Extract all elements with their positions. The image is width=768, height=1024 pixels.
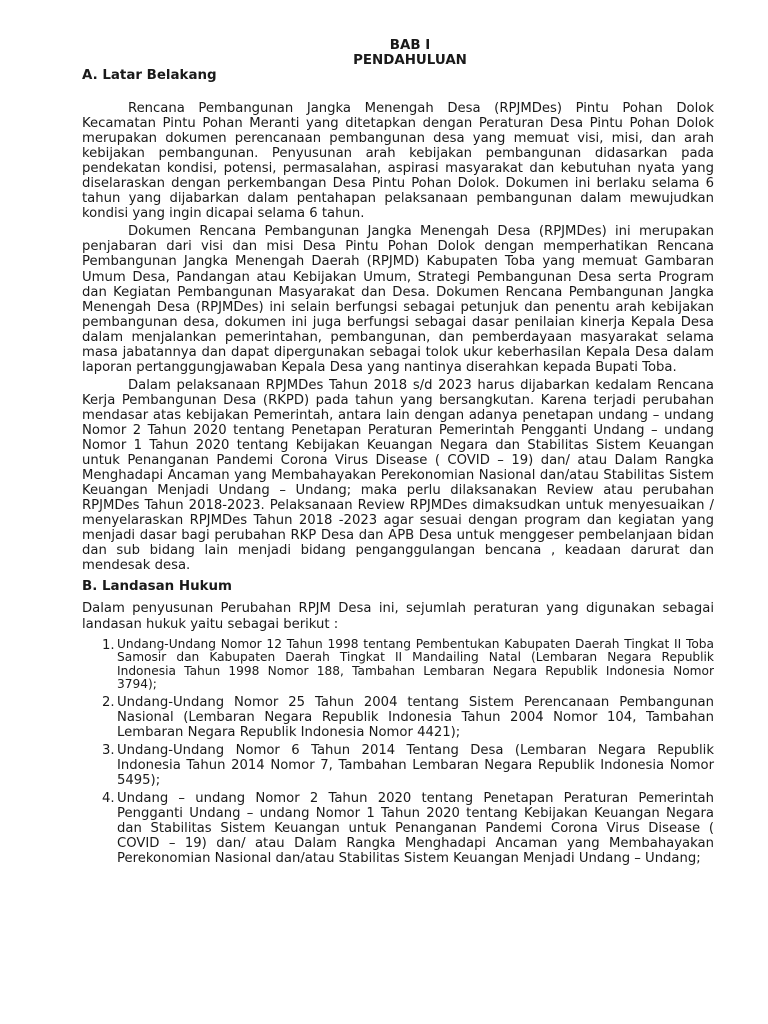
section-b-intro: Dalam penyusunan Perubahan RPJM Desa ini, sejumlah peraturan yang digunakan sebagai landasan hukuk yaitu sebagai berikut : [82,601,714,632]
section-a-paragraph: Dalam pelaksanaan RPJMDes Tahun 2018 s/d 2023 harus dijabarkan kedalam Rencana Kerja Pembangunan Desa (RKPD) pada tahun yang bersangkutan. Karena terjadi perubahan mendasar atas kebijakan Pemerintah, antara lain dengan adanya penetapan undang – undang Nomor 2 Tahun 2020 tentang Penetapan Peraturan Pemerintah Pengganti Undang – undang Nomor 1 Tahun 2020 tentang Kebijakan Keuangan Negara dan Stabilitas Sistem Keuangan untuk Penanganan Pandemi Corona Virus Disease ( COVID – 19) dan/ atau Dalam Rangka Menghadapi Ancaman yang Membahayakan Perekonomian Nasional dan/atau Stabilitas Sistem Keuangan Menjadi Undang – Undang; maka perlu dilaksanakan Review atau perubahan RPJMDes Tahun 2018-2023. Pelaksanaan Review RPJMDes dimaksudkan untuk menyesuaikan / menyelaraskan RPJMDes Tahun 2018 -2023 agar sesuai dengan program dan kegiatan yang menjadi dasar bagi perubahan RKP Desa dan APB Desa untuk menggeser pembelanjaan bidan dan sub bidang lain menjadi bidang penganggulangan bencana , keadaan darurat dan mendesak desa. [82,377,714,574]
list-item-text: Undang-Undang Nomor 6 Tahun 2014 Tentang Desa (Lembaran Negara Republik Indonesia Tahun 2014 Nomor 7, Tambahan Lembaran Negara Republik Indonesia Nomor 5495); [117,742,714,788]
chapter-label: BAB I [389,38,431,53]
list-item [82,638,714,692]
section-b-heading: B. Landasan Hukum [82,579,233,595]
list-item-text: Undang-Undang Nomor 25 Tahun 2004 tentang Sistem Perencanaan Pembangunan Nasional (Lembaran Negara Republik Indonesia Tahun 2004 Nomor 104, Tambahan Lembaran Negara Republik Indonesia Nomor 4421); [117,694,714,740]
list-item-number: 1. [102,637,115,653]
list-item-number: 4. [102,790,115,806]
list-item [82,791,714,866]
list-item-text: Undang-Undang Nomor 12 Tahun 1998 tentang Pembentukan Kabupaten Daerah Tingkat II Toba Samosir dan Kabupaten Daerah Tingkat II Mandailing Natal (Lembaran Negara Republik Indonesia Tahun 1998 Nomor 188, Tambahan Lembaran Negara Republik Indonesia Nomor 3794); [117,636,714,692]
section-a-heading: A. Latar Belakang [82,68,217,83]
section-a-paragraph: Rencana Pembangunan Jangka Menengah Desa (RPJMDes) Pintu Pohan Dolok Kecamatan Pintu Pohan Meranti yang ditetapkan dengan Peraturan Desa Pintu Pohan Dolok merupakan dokumen perencanaan pembangunan desa yang memuat visi, misi, dan arah kebijakan pembangunan. Penyusunan arah kebijakan pembangunan didasarkan pada pendekatan kondisi, potensi, permasalahan, aspirasi masyarakat dan kebutuhan nyata yang diselaraskan dengan perkembangan Desa Pintu Pohan Dolok. Dokumen ini berlaku selama 6 tahun yang dijabarkan dalam pentahapan pelaksanaan pembangunan dalam mewujudkan kondisi yang ingin dicapai selama 6 tahun. [82,101,714,222]
list-item [82,743,714,788]
section-a-paragraph: Dokumen Rencana Pembangunan Jangka Menengah Desa (RPJMDes) ini merupakan penjabaran dari visi dan misi Desa Pintu Pohan Dolok dengan memperhatikan Rencana Pembangunan Jangka Menengah Daerah (RPJMD) Kabupaten Toba yang memuat Gambaran Umum Desa, Pandangan atau Kebijakan Umum, Strategi Pembangunan Desa serta Program dan Kegiatan Pembangunan Masyarakat dan Desa. Dokumen Rencana Pembangunan Jangka Menengah Desa (RPJMDes) ini selain berfungsi sebagai petunjuk dan penentu arah kebijakan pembangunan desa, dokumen ini juga berfungsi sebagai dasar penilaian kinerja Kepala Desa dalam menjalankan pemerintahan, pembangunan, dan pemberdayaan masyarakat selama masa jabatannya dan dapat dipergunakan sebagai tolok ukur keberhasilan Kepala Desa dalam laporan pertanggungjawaban Kepala Desa yang nantinya diserahkan kepada Bupati Toba. [82,224,714,375]
list-item-text: Undang – undang Nomor 2 Tahun 2020 tentang Penetapan Peraturan Pemerintah Pengganti Undang – undang Nomor 1 Tahun 2020 tentang Kebijakan Keuangan Negara dan Stabilitas Sistem Keuangan untuk Penanganan Pandemi Corona Virus Disease ( COVID – 19) dan/ atau Dalam Rangka Menghadapi Ancaman yang Membahayakan Perekonomian Nasional dan/atau Stabilitas Sistem Keuangan Menjadi Undang – Undang; [117,790,714,867]
list-item-number: 2. [102,694,115,710]
legal-basis-list [82,638,714,867]
list-item-number: 3. [102,742,115,758]
chapter-title: PENDAHULUAN [353,53,467,68]
list-item [82,695,714,740]
